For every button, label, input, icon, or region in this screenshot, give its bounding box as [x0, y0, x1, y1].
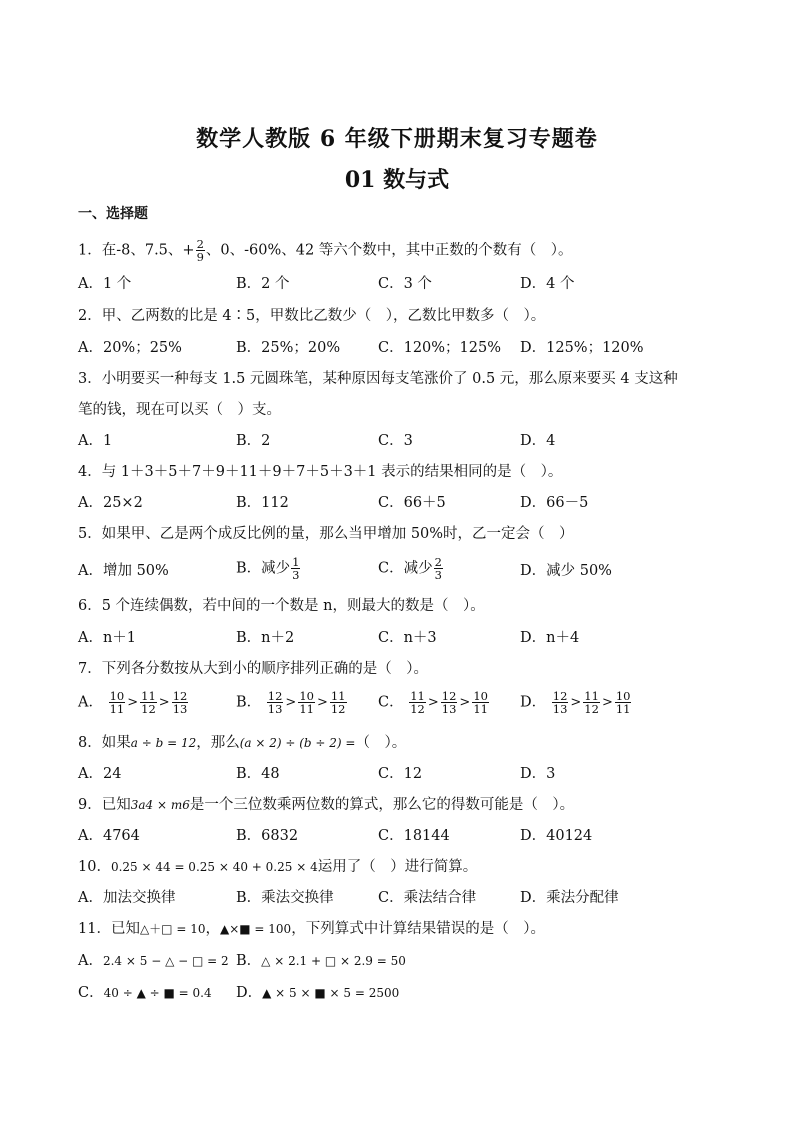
q8-option-b[interactable]: B．48 — [236, 766, 280, 782]
fraction: $\frac{10}{11}$ — [109, 689, 125, 716]
q11-option-a[interactable]: A．2.4 × 5 − △ − □ = 2 — [78, 953, 229, 969]
q7-option-a[interactable] — [78, 690, 189, 715]
question-6: 6．5 个连续偶数，若中间的一个数是 n，则最大的数是（ ）。 — [78, 598, 485, 614]
q1-option-d[interactable]: D．4 个 — [520, 276, 575, 292]
q5-option-c-fraction — [434, 556, 443, 581]
q7-option-d[interactable] — [520, 690, 632, 715]
q1-option-a[interactable]: A．1 个 — [78, 276, 132, 292]
fraction: $\frac{10}{11}$ — [473, 689, 488, 716]
q9-option-c[interactable]: C．18144 — [378, 828, 450, 844]
question-1 — [78, 238, 573, 263]
question-7: 7．下列各分数按从大到小的顺序排列正确的是（ ）。 — [78, 661, 428, 677]
question-4: 4．与 1＋3＋5＋7＋9＋11＋9＋7＋5＋3＋1 表示的结果相同的是（ ）。 — [78, 464, 563, 480]
question-2: 2．甲、乙两数的比是 4∶5，甲数比乙数少（ ），乙数比甲数多（ ）。 — [78, 308, 546, 324]
page-title: 数学人教版 6 年级下册期末复习专题卷 — [196, 126, 598, 152]
greater-than-sign: > — [158, 694, 170, 710]
q10-option-b[interactable]: B．乘法交换律 — [236, 890, 334, 906]
q4-option-b[interactable]: B．112 — [236, 495, 289, 511]
greater-than-sign: > — [570, 694, 582, 710]
q6-option-b[interactable]: B．n＋2 — [236, 630, 295, 646]
q9-expression: 3a4 × m6 — [130, 798, 190, 812]
q8-expression-2: (a × 2) ÷ (b ÷ 2) = — [239, 736, 356, 750]
q8-expression-1: a ÷ b = 12 — [130, 736, 197, 750]
q7-option-b[interactable] — [236, 690, 348, 715]
fraction: $\frac{12}{13}$ — [172, 689, 188, 716]
q11-option-c-expression: 40 ÷ ▲ ÷ ■ = 0.4 — [103, 986, 212, 1000]
q1-text-post: 、0、-60%、42 等六个数中，其中正数的个数有（ ）。 — [205, 242, 573, 259]
q4-option-c[interactable]: C．66＋5 — [378, 495, 446, 511]
greater-than-sign: > — [459, 694, 471, 710]
fraction-denominator: 3 — [292, 568, 300, 582]
fraction-denominator: 9 — [196, 250, 204, 264]
q3-option-a[interactable]: A．1 — [78, 433, 113, 449]
question-10: 10．0.25 × 44 = 0.25 × 40 + 0.25 × 4运用了（ ）进行简算。 — [78, 859, 478, 875]
q5-option-c[interactable] — [378, 556, 444, 581]
q6-option-a[interactable]: A．n＋1 — [78, 630, 137, 646]
fraction-denominator: 3 — [434, 568, 442, 582]
q10-expression: 0.25 × 44 = 0.25 × 40 + 0.25 × 4 — [110, 860, 318, 874]
q11-expression-1: △＋□ = 10 — [139, 922, 206, 936]
q6-option-d[interactable]: D．n＋4 — [520, 630, 580, 646]
q11-option-c[interactable]: C．40 ÷ ▲ ÷ ■ = 0.4 — [78, 985, 212, 1001]
q2-option-a[interactable]: A．20%；25% — [78, 340, 182, 356]
fraction-numerator: 2 — [196, 237, 204, 251]
option-label: A． — [78, 694, 103, 711]
q11-option-a-expression: 2.4 × 5 − △ − □ = 2 — [102, 954, 229, 968]
q11-option-d-expression: ▲ × 5 × ■ × 5 = 2500 — [262, 986, 400, 1000]
q4-option-d[interactable]: D．66－5 — [520, 495, 589, 511]
q5-option-a[interactable]: A．增加 50% — [78, 563, 169, 579]
q4-option-a[interactable]: A．25×2 — [78, 495, 143, 511]
q9-option-a[interactable]: A．4764 — [78, 828, 140, 844]
q1-option-b[interactable]: B．2 个 — [236, 276, 290, 292]
greater-than-sign: > — [601, 694, 613, 710]
page-subtitle: 01 数与式 — [344, 167, 450, 193]
option-label: D． — [520, 694, 547, 711]
q1-fraction — [196, 238, 205, 263]
option-label: C． — [378, 694, 404, 711]
q3-option-d[interactable]: D．4 — [520, 433, 556, 449]
q5-option-d[interactable]: D．减少 50% — [520, 563, 612, 579]
greater-than-sign: > — [427, 694, 439, 710]
q2-option-c[interactable]: C．120%；125% — [378, 340, 502, 356]
q11-option-d[interactable]: D．▲ × 5 × ■ × 5 = 2500 — [236, 985, 400, 1001]
q3-option-c[interactable]: C．3 — [378, 433, 413, 449]
q10-option-d[interactable]: D．乘法分配律 — [520, 890, 619, 906]
q8-option-d[interactable]: D．3 — [520, 766, 556, 782]
q10-option-c[interactable]: C．乘法结合律 — [378, 890, 477, 906]
q5-option-b[interactable] — [236, 556, 301, 581]
fraction: $\frac{11}{12}$ — [584, 689, 599, 716]
question-8: 8．如果a ÷ b = 12，那么(a × 2) ÷ (b ÷ 2) =（ ）。 — [78, 735, 407, 751]
q5-option-b-fraction — [291, 556, 300, 581]
q7-option-c[interactable] — [378, 690, 490, 715]
q3-option-b[interactable]: B．2 — [236, 433, 271, 449]
fraction: $\frac{12}{13}$ — [552, 689, 568, 716]
fraction-numerator: 1 — [292, 555, 300, 569]
q5-option-c-text: C．减少 — [378, 560, 433, 577]
question-3-line-2: 笔的钱，现在可以买（ ）支。 — [78, 402, 281, 418]
q5-option-b-text: B．减少 — [236, 560, 291, 577]
q9-option-b[interactable]: B．6832 — [236, 828, 299, 844]
question-11: 11．已知△＋□ = 10，▲×■ = 100，下列算式中计算结果错误的是（ ）。 — [78, 921, 545, 937]
q8-option-a[interactable]: A．24 — [78, 766, 122, 782]
question-3-line-1: 3．小明要买一种每支 1.5 元圆珠笔，某种原因每支笔涨价了 0.5 元，那么原来要买 4 支这种 — [78, 371, 678, 387]
q2-option-b[interactable]: B．25%；20% — [236, 340, 341, 356]
section-heading: 一、选择题 — [78, 206, 148, 222]
greater-than-sign: > — [285, 694, 297, 710]
q9-option-d[interactable]: D．40124 — [520, 828, 593, 844]
question-5: 5．如果甲、乙是两个成反比例的量，那么当甲增加 50%时，乙一定会（ ） — [78, 526, 574, 542]
q11-option-b-expression: △ × 2.1 + □ × 2.9 = 50 — [261, 954, 406, 968]
q1-text-pre: 1．在-8、7.5、+ — [78, 242, 195, 259]
fraction: $\frac{12}{13}$ — [267, 689, 283, 716]
fraction-numerator: 2 — [434, 555, 442, 569]
fraction: $\frac{11}{12}$ — [410, 689, 425, 716]
q1-option-c[interactable]: C．3 个 — [378, 276, 432, 292]
q10-option-a[interactable]: A．加法交换律 — [78, 890, 176, 906]
question-9: 9．已知3a4 × m6是一个三位数乘两位数的算式，那么它的得数可能是（ ）。 — [78, 797, 575, 813]
fraction: $\frac{10}{11}$ — [615, 689, 631, 716]
q8-option-c[interactable]: C．12 — [378, 766, 423, 782]
q2-option-d[interactable]: D．125%；120% — [520, 340, 644, 356]
option-label: B． — [236, 694, 262, 711]
q11-option-b[interactable]: B．△ × 2.1 + □ × 2.9 = 50 — [236, 953, 406, 969]
greater-than-sign: > — [127, 694, 139, 710]
fraction: $\frac{12}{13}$ — [441, 689, 457, 716]
fraction: $\frac{11}{12}$ — [141, 689, 156, 716]
fraction: $\frac{11}{12}$ — [330, 689, 346, 716]
greater-than-sign: > — [316, 694, 328, 710]
fraction: $\frac{10}{11}$ — [299, 689, 314, 716]
q11-expression-2: ▲×■ = 100 — [219, 922, 292, 936]
q6-option-c[interactable]: C．n＋3 — [378, 630, 437, 646]
